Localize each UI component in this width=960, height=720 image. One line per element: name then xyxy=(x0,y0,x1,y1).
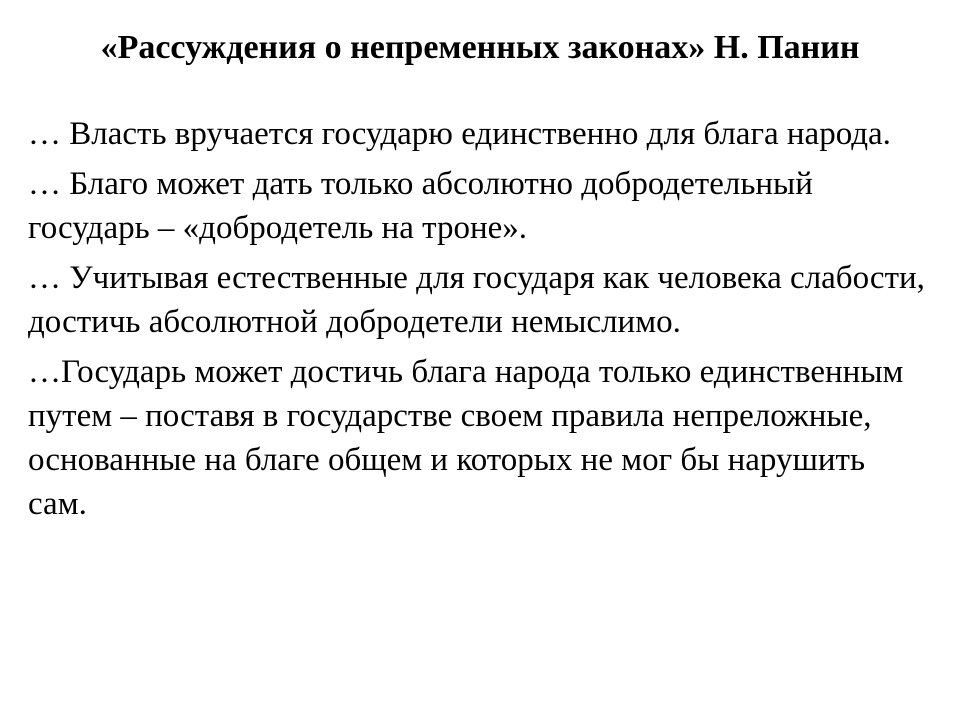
paragraph-human-weakness: … Учитывая естественные для государя как человека слабости, достичь абсолютной добродетели немыслимо. xyxy=(28,260,925,340)
slide-body xyxy=(28,112,928,532)
paragraph-virtuous-sovereign: … Благо может дать только абсолютно добродетельный государь – «добродетель на троне». xyxy=(28,166,813,246)
paragraph-immutable-laws: …Государь может достичь блага народа только единственным путем – поставя в государстве своем правила непреложные, основанные на благе общем и которых не мог бы нарушить сам. xyxy=(28,354,904,522)
paragraph-power-for-people: … Власть вручается государю единственно для блага народа. xyxy=(28,116,891,152)
slide-title: «Рассуждения о непременных законах» Н. Панин xyxy=(100,29,860,66)
